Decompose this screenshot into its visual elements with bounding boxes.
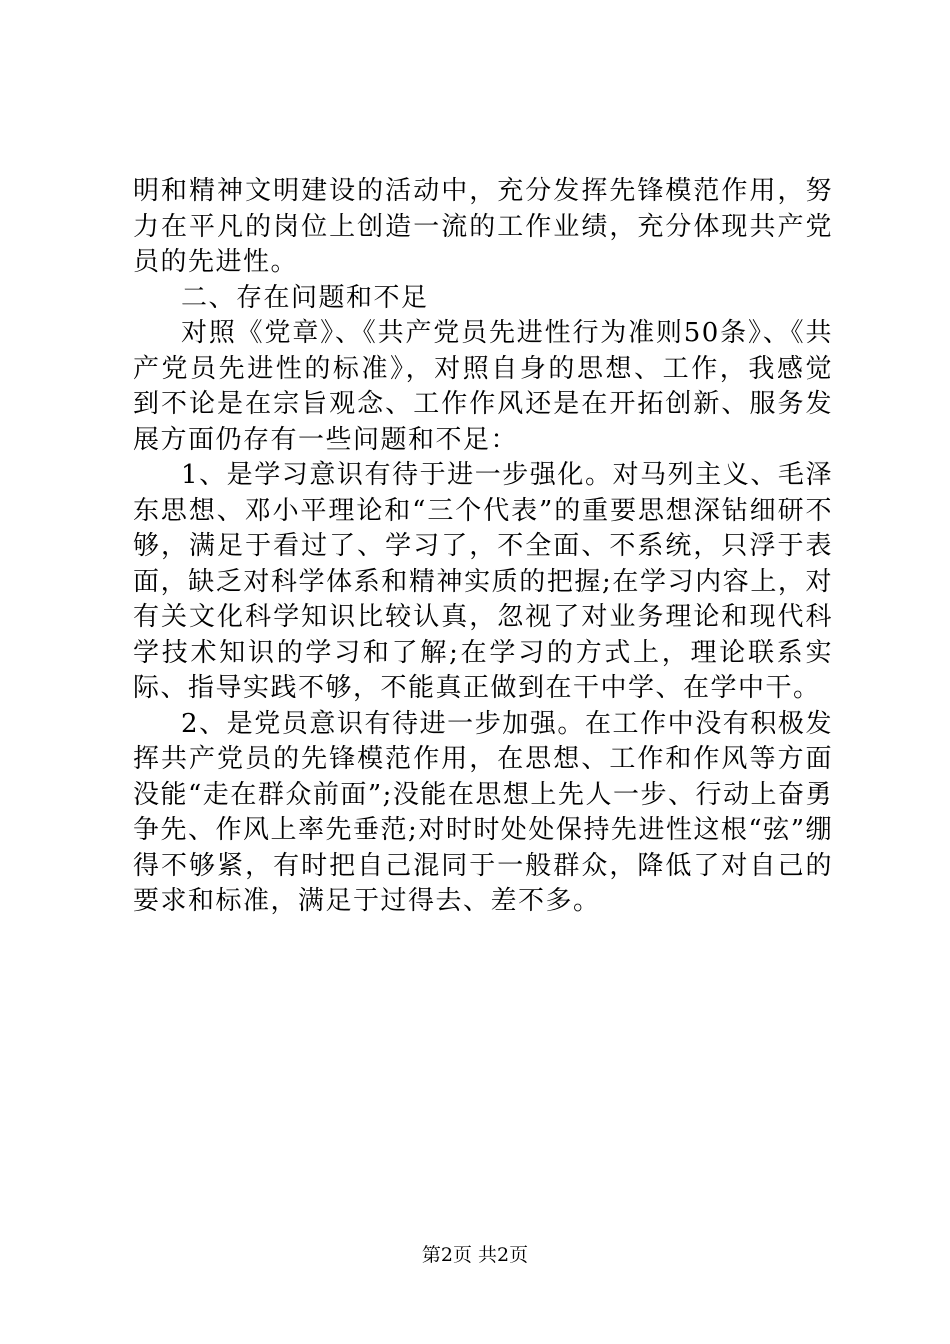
paragraph-intro: 对照《党章》、《共产党员先进性行为准则50条》、《共产党员先进性的标准》，对照自身的思想、工作，我感觉到不论是在宗旨观念、工作作风还是在开拓创新、服务发展方面仍存有一些问题和不足： [133, 318, 833, 455]
document-body [133, 174, 833, 920]
page-number: 第2页 共2页 [421, 1244, 529, 1266]
page-footer [0, 1243, 950, 1267]
paragraph-item-2: 2、是党员意识有待进一步加强。在工作中没有积极发挥共产党员的先锋模范作用，在思想、工作和作风等方面没能“走在群众前面”;没能在思想上先人一步、行动上奋勇争先、作风上率先垂范;对时时处处保持先进性这根“弦”绷得不够紧，有时把自己混同于一般群众，降低了对自己的要求和标准，满足于过得去、差不多。 [133, 708, 833, 916]
section-heading: 二、存在问题和不足 [181, 282, 429, 313]
paragraph-item-1: 1、是学习意识有待于进一步强化。对马列主义、毛泽东思想、邓小平理论和“三个代表”的重要思想深钻细研不够，满足于看过了、学习了，不全面、不系统，只浮于表面，缺乏对科学体系和精神实质的把握;在学习内容上，对有关文化科学知识比较认真，忽视了对业务理论和现代科学技术知识的学习和了解;在学习的方式上，理论联系实际、指导实践不够，不能真正做到在干中学、在学中干。 [133, 460, 833, 703]
paragraph-continuation: 明和精神文明建设的活动中，充分发挥先锋模范作用，努力在平凡的岗位上创造一流的工作业绩，充分体现共产党员的先进性。 [133, 176, 833, 277]
